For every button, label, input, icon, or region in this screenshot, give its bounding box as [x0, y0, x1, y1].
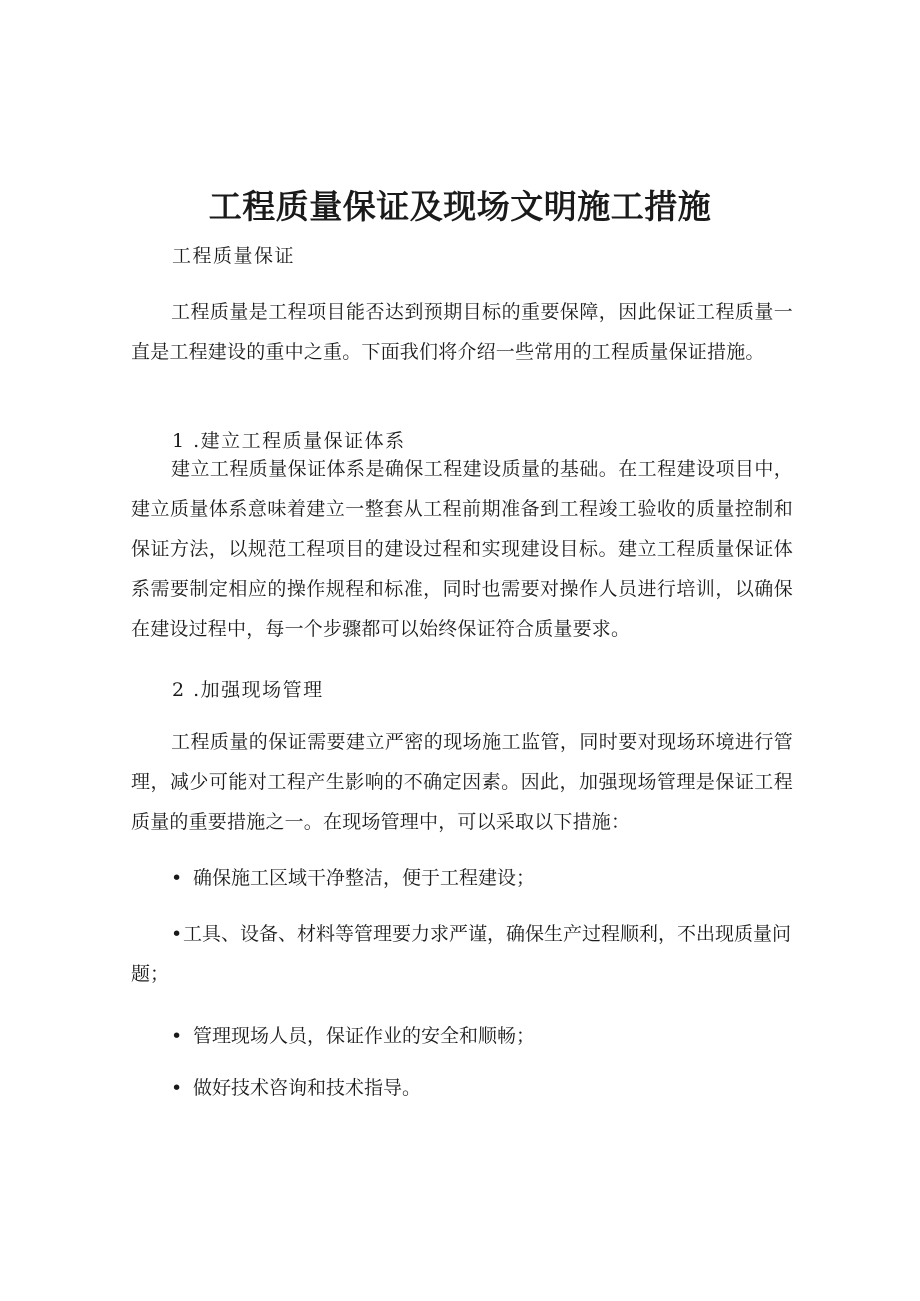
intro-paragraph: 工程质量是工程项目能否达到预期目标的重要保障，因此保证工程质量一直是工程建设的重中之重。下面我们将介绍一些常用的工程质量保证措施。 — [131, 301, 793, 363]
bullet-icon: • — [171, 867, 183, 889]
bullet-icon: • — [171, 1077, 183, 1099]
bullet-item — [131, 1016, 793, 1056]
bullet-text: 做好技术咨询和技术指导。 — [193, 1077, 422, 1099]
bullet-text: 确保施工区域干净整洁，便于工程建设； — [193, 867, 536, 889]
section-1-heading: 1 .建立工程质量保证体系 — [172, 430, 406, 452]
bullet-text: 管理现场人员，保证作业的安全和顺畅； — [193, 1025, 536, 1047]
section-1-body: 建立工程质量保证体系是确保工程建设质量的基础。在工程建设项目中，建立质量体系意味着建立一整套从工程前期准备到工程竣工验收的质量控制和保证方法，以规范工程项目的建设过程和实现建设目标。建立工程质量保证体系需要制定相应的操作规程和标准，同时也需要对操作人员进行培训，以确保在建设过程中，每一个步骤都可以始终保证符合质量要求。 — [131, 458, 793, 640]
section-2-body: 工程质量的保证需要建立严密的现场施工监管，同时要对现场环境进行管理，减少可能对工程产生影响的不确定因素。因此，加强现场管理是保证工程质量的重要措施之一。在现场管理中，可以采取以下措施： — [131, 731, 793, 833]
bullet-item — [131, 914, 793, 994]
section-2-heading: 2 .加强现场管理 — [172, 679, 324, 701]
bullet-item — [131, 858, 793, 898]
bullet-text: 工具、设备、材料等管理要力求严谨，确保生产过程顺利，不出现质量问题； — [131, 923, 792, 985]
document-title: 工程质量保证及现场文明施工措施 — [208, 187, 712, 226]
bullet-icon: • — [171, 1025, 183, 1047]
subtitle: 工程质量保证 — [172, 245, 296, 267]
bullet-item — [131, 1068, 793, 1108]
bullet-icon: • — [171, 923, 183, 945]
